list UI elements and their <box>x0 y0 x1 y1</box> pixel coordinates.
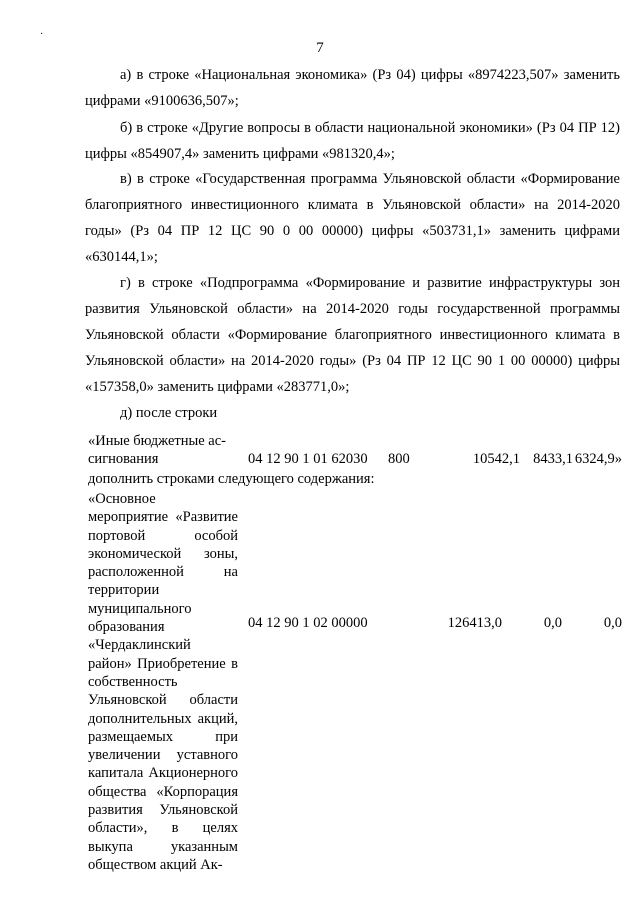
page-number: 7 <box>316 40 324 56</box>
row2-value-3: 0,0 <box>603 615 622 631</box>
add-rows-text: дополнить строками следующего содержания: <box>88 471 375 487</box>
row1-value-2: 8433,1 <box>533 451 573 467</box>
item-d: д) после строки <box>120 405 218 421</box>
item-a: а) в строке «Национальная экономика» (Рз 04) цифры «8974223,507» заменить цифрами «9100636,507»; <box>85 67 620 109</box>
row1-code: 04 12 90 1 01 62030 <box>248 451 368 467</box>
row2-value-2: 0,0 <box>543 615 562 631</box>
row1-value-3: 6324,9» <box>574 451 622 467</box>
item-g: г) в строке «Подпрограмма «Формирование и развитие инфраструктуры зон развития Ульяновской области» на 2014-2020 годы государственной программы Ульяновской области «Формирование благоприятного инвестиционного климата в Ульяновской области» на 2014-2020 годы» (Рз 04 ПР 12 ЦС 90 1 00 00000) цифры «157358,0» заменить цифрами «283771,0»; <box>85 275 620 395</box>
row1-value-1: 10542,1 <box>472 451 520 467</box>
item-b: б) в строке «Другие вопросы в области национальной экономики» (Рз 04 ПР 12) цифры «854907,4» заменить цифрами «981320,4»; <box>85 120 620 162</box>
row1-vr: 800 <box>388 451 410 467</box>
row1-name-line1: «Иные бюджетные ас- <box>88 433 226 449</box>
row2-code: 04 12 90 1 02 00000 <box>248 615 368 631</box>
row2-name: «Основное мероприятие «Развитие портовой особой экономической зоны, расположенной на территории муниципального образования «Чердаклинский район» Приобретение в собственность Ульяновской области дополнительных акций, размещаемых при увеличении уставного капитала Акционерного общества «Корпорация развития Ульяновской области», в целях выкупа указанным обществом акций Ак- <box>88 491 238 873</box>
scan-speck: · <box>40 29 44 40</box>
row1-name-line2: сигнования <box>88 451 159 467</box>
item-v: в) в строке «Государственная программа Ульяновской области «Формирование благоприятного инвестиционного климата в Ульяновской области» на 2014-2020 годы» (Рз 04 ПР 12 ЦС 90 0 00 00000) цифры «503731,1» заменить цифрами «630144,1»; <box>85 171 620 265</box>
row2-value-1: 126413,0 <box>447 615 502 631</box>
